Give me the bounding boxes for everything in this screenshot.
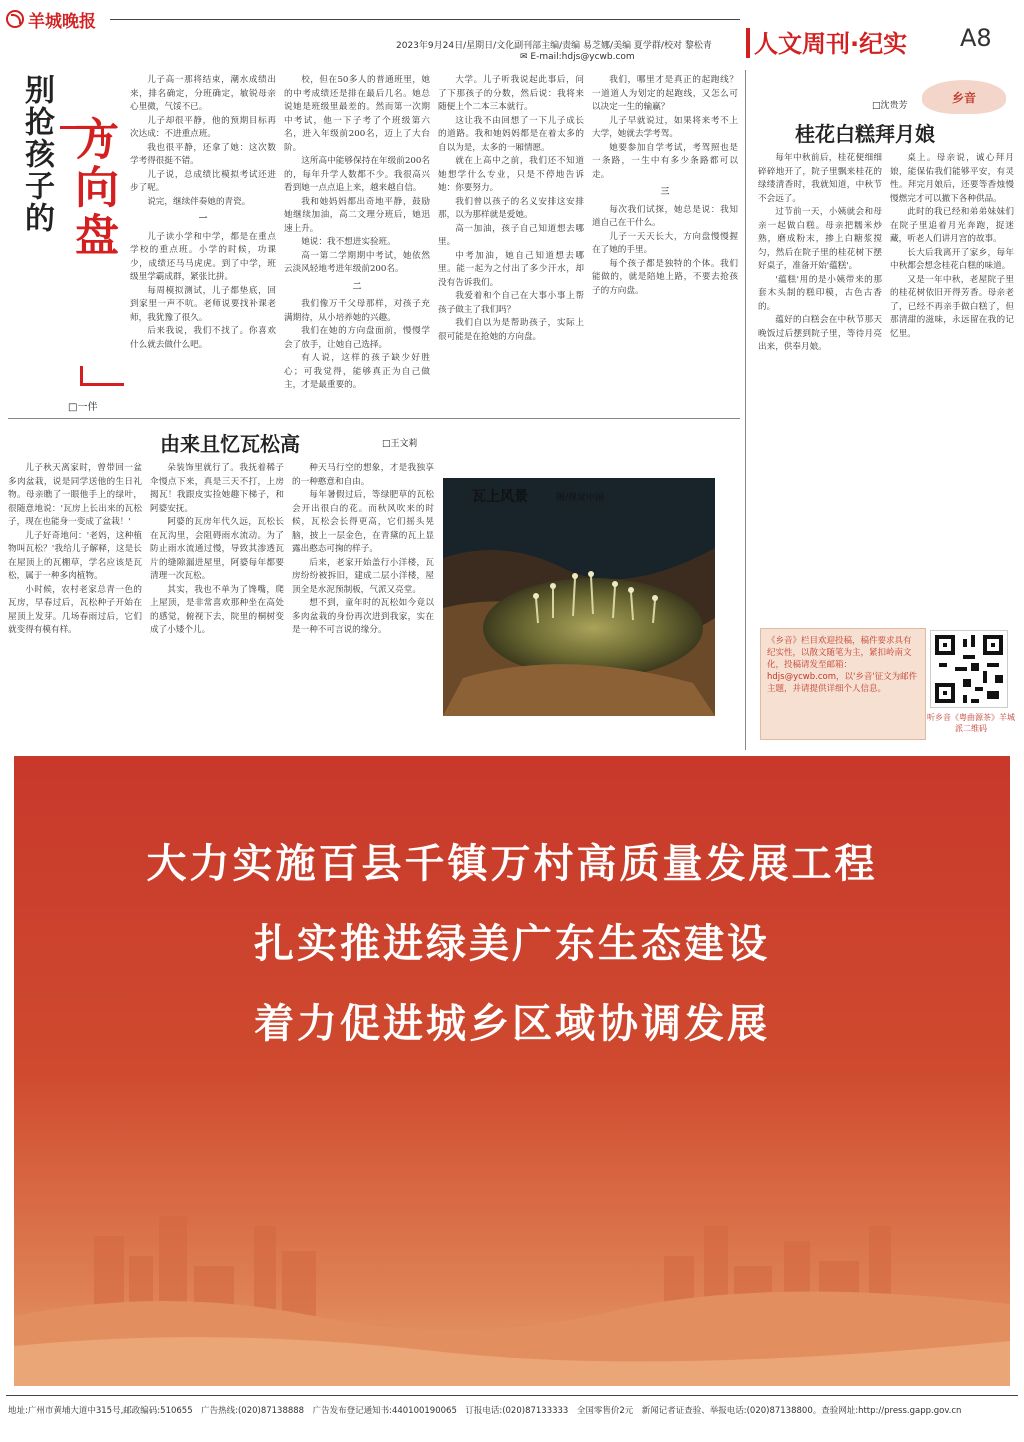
paragraph: 有人说，这样的孩子缺少好胜心；可我觉得，能够真正为自己做主，才是最重要的。 [284, 353, 430, 390]
article1-column-4 [592, 74, 738, 414]
divider [8, 418, 740, 419]
paragraph: 每年暑假过后，等绿肥草的瓦松会开出很白的花。而秋风吹来的时候，瓦松会长得更高，它们摇头晃脑，披上一层金色，在青黛的瓦上显露出憨态可掬的样子。 [292, 490, 434, 554]
paragraph: 我和她妈妈都出奇地平静，鼓励她继续加油，高二文理分班后，她迅速上升。 [284, 196, 430, 234]
section-name: 人文周刊·纪实 [754, 30, 908, 58]
article1-title-top: 别抢孩子的 [19, 74, 54, 234]
article3-column-1 [758, 152, 882, 622]
paragraph: 想不到，童年时的瓦松如今竟以多肉盆栽的身份再次进到我家，实在是一种不可言说的缘分。 [292, 598, 434, 635]
article2-column-2 [150, 462, 284, 750]
article1-author: □一伴 [68, 402, 98, 413]
qr-code-icon[interactable] [930, 630, 1008, 708]
paragraph: 每年中秋前后，桂花便细细碎碎地开了，院子里飘来桂花的绿缕清香时，我就知道，中秋节不会远了。 [758, 153, 882, 204]
header-info: 2023年9月24日/星期日/文化副刊部主编/责编 易芝娜/美编 夏学群/校对 黎松青 [396, 41, 712, 51]
footer-info: 地址:广州市黄埔大道中315号,邮政编码:510655 广告热线:(020)87138888 广告发布登记通知书:440100190065 订报电话:(020)87133333 全国零售价2元 新闻记者证查验、举报电话:(020)87138800。查验网址:http://press.gapp.gov.cn [8, 1406, 962, 1416]
paragraph: 高一第二学期期中考试，她依然云淡风轻地考进年级前200名。 [284, 250, 430, 274]
article2-column-1 [8, 462, 142, 750]
paragraph: 我爱着和个自己在大事小事上帮孩子做主了我们吗？ [438, 291, 584, 315]
article1-column-2 [284, 74, 430, 414]
logo-icon [6, 10, 24, 28]
section-number: 二 [352, 281, 362, 292]
slogan-line-2: 扎实推进绿美广东生态建设 [254, 921, 770, 967]
paragraph: 桌上。母亲说，诚心拜月娘，能保佑我们能够平安，有灵性。拜完月娘后，还要等香烛慢慢燃完才可以撤下各种供品。 [890, 153, 1014, 204]
slogan-line-3: 着力促进城乡区域协调发展 [254, 1001, 770, 1047]
page-number: A8 [960, 24, 992, 52]
column-divider [745, 70, 746, 750]
article3-author: □沈贵芳 [872, 101, 908, 111]
section-number: 一 [198, 214, 208, 224]
paragraph: 中考加油，她自己知道想去哪里。能一起为之付出了多少汗水，却没有告诉我们。 [438, 250, 584, 288]
paragraph: 儿子读小学和中学，都是在重点学校的重点班。小学的时候，功课少，成绩还马马虎虎。到了中学，班级里学霸成群，紧张比拼。 [130, 231, 276, 282]
paragraph: 大学。儿子听我说起此事后，问了下那孩子的分数，然后说：我将来随便上个二本三本就行。 [438, 75, 584, 112]
paragraph: 阿婆的瓦房年代久远，瓦松长在瓦沟里，会阻碍雨水流动。为了防止雨水流通过慢，导致其渗透瓦片的缝隙漏进屋里，阿婆每年都要清理一次瓦松。 [150, 517, 284, 581]
paragraph: 我们，哪里才是真正的起跑线？一道道人为划定的起跑线，又怎么可以决定一生的输赢？ [592, 75, 738, 112]
article1-column-3 [438, 74, 584, 414]
paragraph: '蕴糕'用的是小姨带来的那套木头制的糕印模，古色古香的。 [758, 274, 882, 312]
paragraph: 每个孩子都是独特的个体。我们能做的，就是陪她上路，不要去抢孩子的方向盘。 [592, 258, 738, 296]
paragraph: 我们像万千父母那样，对孩子充满期待，从小培养她的兴趣。 [284, 299, 430, 323]
photo-roof-tiles [443, 478, 715, 716]
logo-text: 羊城晚报 [28, 11, 96, 32]
title-bracket-bottom [80, 366, 124, 386]
slogan-line-1: 大力实施百县千镇万村高质量发展工程 [146, 841, 878, 887]
paragraph: 后来我说，我们不找了。你喜欢什么就去做什么吧。 [130, 326, 276, 350]
paragraph: 每次我们试探，她总是说：我知道自己在干什么。 [592, 204, 738, 228]
photo-illustration [443, 478, 715, 716]
header-email: ✉ E-mail:hdjs@ycwb.com [520, 52, 635, 62]
paragraph: 我也很平静，还拿了她：这次数学考得很挺不错。 [130, 142, 276, 166]
paragraph: 儿子早就说过，如果将来考不上大学，她就去学考驾。 [592, 115, 738, 139]
paragraph: 朵装饰里就行了。我抚着稀子伞慢点下来，真是三天不打，上房揭瓦！我跟皮实捡她趣下梯子，和阿婆安抚。 [150, 463, 284, 514]
paragraph: 我们曾以孩子的名义安排这安排那，以为那样就是爱她。 [438, 196, 584, 220]
paragraph: 种天马行空的想象，才是我独享的一种憨意和自由。 [292, 463, 434, 487]
paragraph: 校，但在50多人的普通班里，她的中考成绩还是排在最后几名。她总说她是班级里最差的。然而第一次期中考试，他一下子考了个班级第六名，进入年级前200名，迈上了大台阶。 [284, 75, 430, 153]
article2-column-3 [292, 462, 434, 750]
paragraph: 这让我不由回想了一下儿子成长的道路。我和她妈妈都是在着太多的自以为是，太多的一厢情愿。 [438, 115, 584, 153]
paragraph: 这所高中能够保持在年级前200名的，每年升学人数都不少。我很高兴看到她一点点追上来，越来越自信。 [284, 156, 430, 193]
paragraph: 就在上高中之前，我们还不知道她想学什么专业，只是不停地告诉她：你要努力。 [438, 156, 584, 193]
paragraph: 儿子好奇地问：'老妈，这种植物叫瓦松？'我给儿子解释，这是长在屋顶上的瓦棚草，学名应该是瓦松，属于一种多肉植物。 [8, 530, 142, 581]
paragraph: 儿子高一那将结束，潮水成绩出来，排名确定，分班确定，敏锐母亲心里微，气馁不已。 [130, 75, 276, 112]
paragraph: 儿子却很平静，他的预期目标再次达成：不进重点班。 [130, 115, 276, 139]
article2-author: □王文莉 [382, 439, 418, 449]
paragraph: 长大后我离开了家乡，每年中秋都会想念桂花白糕的味道。 [890, 247, 1014, 271]
paragraph: 儿子秋天离家时，曾带回一盆多肉盆栽，说是同学送他的生日礼物。母亲瞧了一眼他手上的绿叶，很随意地说：'瓦房上长出来的瓦松子，现在也能身一变成了盆栽！' [8, 463, 142, 527]
paragraph: 儿子说，总成绩比模拟考试还进步了呢。 [130, 169, 276, 193]
section-number: 三 [660, 187, 670, 197]
paragraph: 蕴好的白糕会在中秋节那天晚饭过后摆到院子里，等待月亮出来，供奉月娘。 [758, 315, 882, 352]
paragraph: 儿子一天天长大，方向盘慢慢握在了她的手里。 [592, 231, 738, 255]
header-rule [110, 19, 740, 20]
paragraph: 其实，我也不单为了馋嘴，爬上屋顶，是非常喜欢那种坐在高处的感觉，俯视下去，院里的桐树变成了小矮个儿。 [150, 584, 284, 635]
qr-pattern [931, 631, 1007, 707]
article3-column-2 [890, 152, 1014, 622]
paragraph: 过节前一天，小姨就会和母亲一起做白糕。母亲把糯米炒熟，磨成粉末，掺上白糖浆搅匀，然后在院子里的桂花树下摆好桌子，准备开始'蕴糕'。 [758, 207, 882, 271]
photo-credit: 图/视觉中国 [556, 493, 605, 503]
column-tag: 乡音 [922, 80, 1006, 114]
paragraph: 我们自以为是帮助孩子，实际上很可能是在抢她的方向盘。 [438, 318, 584, 342]
article1-title-main: 方向盘 [67, 116, 118, 260]
paragraph: 我们在她的方向盘面前，慢慢学会了放手，让她自己选择。 [284, 326, 430, 350]
submission-note: 《乡音》栏目欢迎投稿，稿件要求具有纪实性，以散文随笔为主，紧扣岭南文化，投稿请发至邮箱：hdjs@ycwb.com，以'乡音'征文为邮件主题，并请提供详细个人信息。 [760, 628, 926, 740]
qr-caption: 听乡音《粤曲源茶》羊城派二维码 [927, 713, 1015, 733]
photo-label: 瓦上风景 [472, 489, 528, 505]
paragraph: 此时的我已经和弟弟妹妹们在院子里追着月光奔跑，捉迷藏，听老人们讲月宫的故事。 [890, 207, 1014, 244]
article1-column-1 [130, 74, 276, 414]
paragraph: 每周模拟测试，儿子都垫底，回到家里一声不吭。老师说要找补课老师，我犹豫了很久。 [130, 285, 276, 323]
paragraph: 小时候，农村老家总青一色的瓦房，早春过后，瓦松种子开始在屋顶上发芽。几场春雨过后，它们就变得有模有样。 [8, 584, 142, 635]
paragraph: 说完，继续伴奏她的青瓷。 [147, 196, 251, 207]
paragraph: 她要参加自学考试，考驾照也是一条路，一生中有多少条路都可以走。 [592, 142, 738, 180]
paragraph: 后来，老家开始盖行小洋楼，瓦房纷纷被拆旧，建成二层小洋楼，屋顶全是水泥预制板，气派又亮堂。 [292, 557, 434, 595]
paragraph: 又是一年中秋，老屋院子里的桂花树依旧开得芳香。母亲老了，已经不再亲手做白糕了，但那清甜的滋味，永远留在我的记忆里。 [890, 274, 1014, 339]
paragraph: 她说：我不想进实验班。 [301, 237, 396, 247]
newspaper-logo [6, 6, 112, 32]
footer-rule [6, 1395, 1018, 1396]
section-bar [746, 28, 750, 58]
article2-title: 由来且忆瓦松高 [160, 432, 300, 456]
article3-title: 桂花白糕拜月娘 [795, 122, 935, 146]
paragraph: 高一加油，孩子自己知道想去哪里。 [438, 223, 584, 247]
